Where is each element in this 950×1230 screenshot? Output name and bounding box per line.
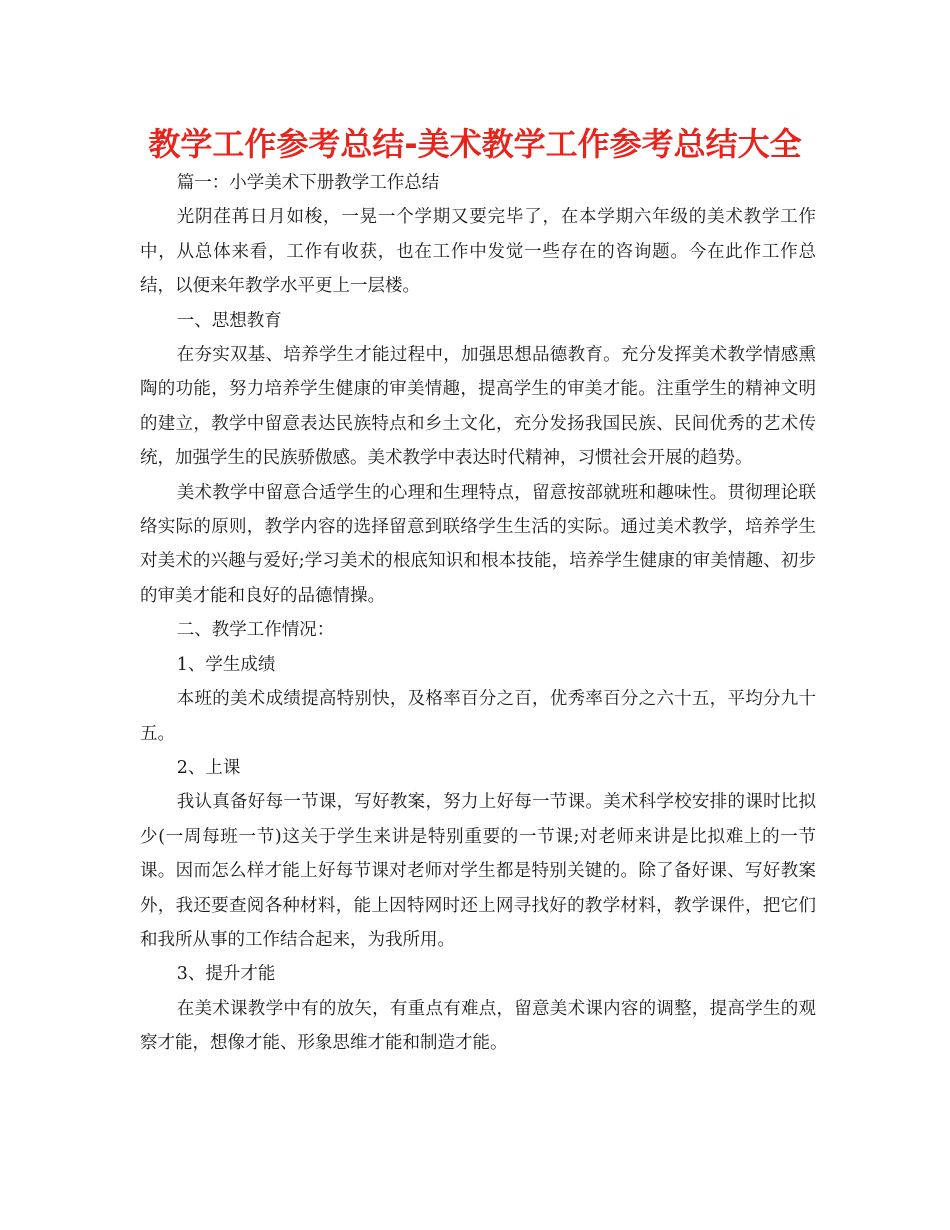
paragraph: 光阴荏苒日月如梭，一晃一个学期又要完毕了，在本学期六年级的美术教学工作中，从总体来看，工作有收获，也在工作中发觉一些存在的咨询题。今在此作工作总结，以便来年教学水平更上一层楼。 [140, 207, 816, 297]
paragraph: 我认真备好每一节课，写好教案，努力上好每一节课。美术科学校安排的课时比拟少(一周每班一节)这关于学生来讲是特别重要的一节课;对老师来讲是比拟难上的一节课。因而怎么样才能上好每节课对老师对学生都是特别关键的。除了备好课、写好教案外，我还要查阅各种材料，能上因特网时还上网寻找好的教学材料，教学课件，把它们和我所从事的工作结合起来，为我所用。 [140, 792, 816, 950]
subsection-heading: 1、学生成绩 [176, 654, 276, 675]
document-body [140, 166, 816, 1061]
paragraph: 本班的美术成绩提高特别快，及格率百分之百，优秀率百分之六十五，平均分九十五。 [140, 689, 816, 744]
paragraph: 美术教学中留意合适学生的心理和生理特点，留意按部就班和趣味性。贯彻理论联络实际的原则，教学内容的选择留意到联络学生生活的实际。通过美术教学，培养学生对美术的兴趣与爱好;学习美术的根底知识和根本技能，培养学生健康的审美情趣、初步的审美才能和良好的品德情操。 [140, 482, 816, 606]
paragraph: 在夯实双基、培养学生才能过程中，加强思想品德教育。充分发挥美术教学情感熏陶的功能，努力培养学生健康的审美情趣，提高学生的审美才能。注重学生的精神文明的建立，教学中留意表达民族特点和乡土文化，充分发扬我国民族、民间优秀的艺术传统，加强学生的民族骄傲感。美术教学中表达时代精神，习惯社会开展的趋势。 [140, 345, 816, 469]
section-heading: 二、教学工作情况： [176, 620, 335, 641]
paragraph: 在美术课教学中有的放矢，有重点有难点，留意美术课内容的调整，提高学生的观察才能，想像才能、形象思维才能和制造才能。 [140, 998, 816, 1054]
document-title: 教学工作参考总结-美术教学工作参考总结大全 [148, 125, 802, 163]
section-heading: 一、思想教育 [176, 310, 282, 331]
subsection-heading: 2、上课 [176, 757, 241, 778]
subsection-heading: 3、提升才能 [176, 964, 276, 985]
section-heading: 篇一：小学美术下册教学工作总结 [176, 173, 440, 193]
